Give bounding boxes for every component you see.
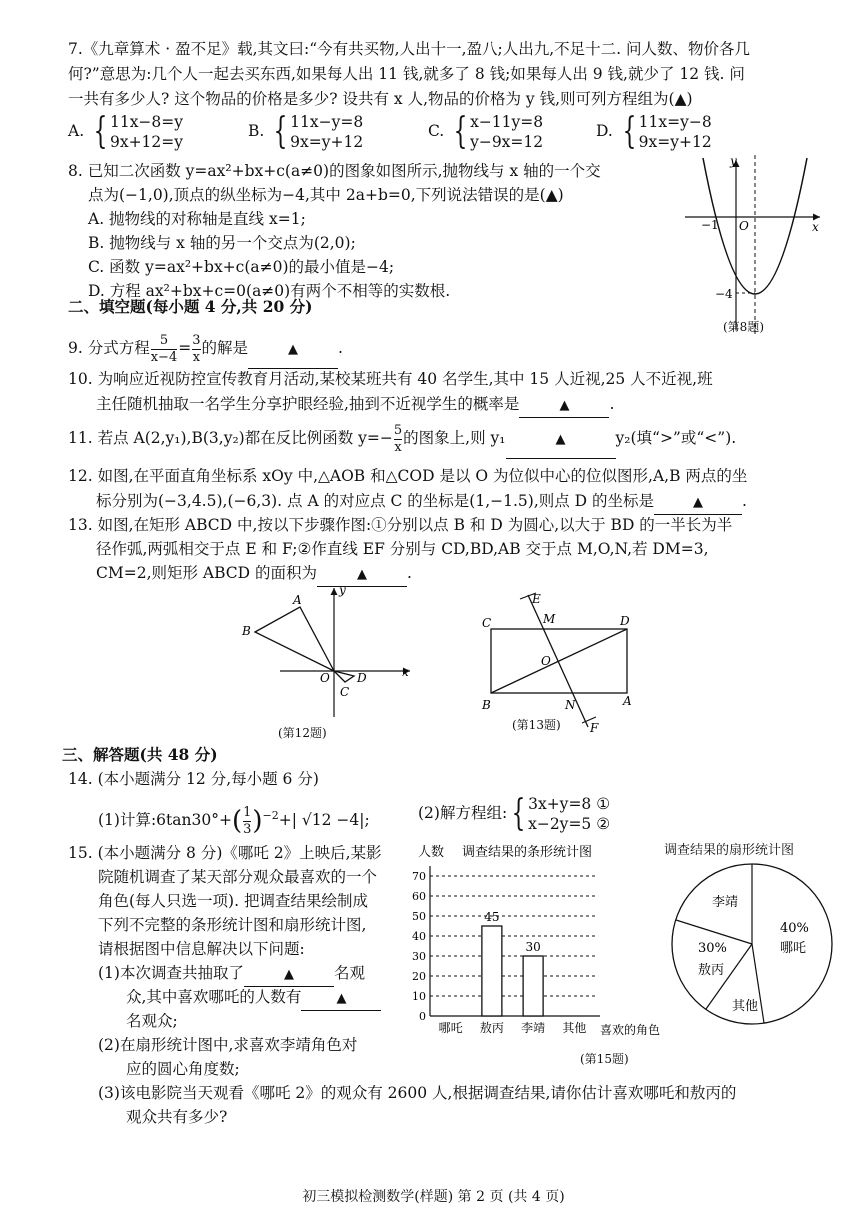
option-label: C. [428, 122, 445, 140]
answer-blank: ▲ [506, 422, 616, 459]
q15-sub2-b: 应的圆心角度数; [126, 1060, 240, 1078]
q8-line2: 点为(−1,0),顶点的纵坐标为−4,其中 2a+b=0,下列说法错误的是(▲) [88, 186, 564, 204]
bar-chart [410, 838, 675, 1053]
pie-pct-aobing: 30% [698, 941, 727, 956]
pie-label-nezha: 哪吒 [780, 941, 807, 956]
y-tick-label: 30 [412, 950, 426, 963]
x-tick-label: 李靖 [521, 1021, 546, 1035]
y-axis-title: 人数 [418, 845, 445, 860]
label-c: C [340, 685, 350, 699]
bar-value-label: 30 [525, 940, 541, 954]
equation: 11x−8=y [109, 113, 184, 131]
equation: 9x=y+12 [638, 133, 712, 151]
pie-label-aobing: 敖丙 [698, 963, 725, 978]
bar-chart-title: 调查结果的条形统计图 [462, 845, 593, 860]
q12-line1: 12. 如图,在平面直角坐标系 xOy 中,△AOB 和△COD 是以 O 为位似中心的位似图形,A,B 两点的坐 [68, 467, 748, 485]
q7-option-c [428, 112, 543, 152]
q15-sub1-c: 名观众; [126, 1012, 178, 1030]
label-y: y [730, 154, 737, 168]
y-tick-label: 60 [412, 890, 426, 903]
y-tick-label: 40 [412, 930, 426, 943]
q15-sub1-a: (1)本次调查共抽取了 ▲ 名观 [98, 962, 365, 987]
q15-line1: 15. (本小题满分 8 分)《哪吒 2》上映后,某影 [68, 844, 382, 862]
q13-caption: (第13题) [512, 718, 561, 732]
bar [523, 956, 543, 1016]
brace: { [511, 793, 526, 834]
label-d: D [357, 671, 367, 685]
q14-head: 14. (本小题满分 12 分,每小题 6 分) [68, 770, 319, 788]
equation: x−11y=8 [470, 113, 544, 131]
q9-text: 9. 分式方程 [68, 339, 150, 357]
fraction: $\frac{5}{x-4}$ [150, 332, 178, 365]
pie-pct-nezha: 40% [780, 921, 809, 936]
label-m: M [543, 612, 556, 626]
q14-part2: (2)解方程组: { 3x+y=8 ① x−2y=5 ② [418, 793, 611, 834]
q7-line3: 一共有多少人? 这个物品的价格是多少? 设共有 x 人,物品的价格为 y 钱,则可列方程组为(▲) [68, 90, 693, 108]
label-y: y [339, 583, 346, 597]
diagonal-bd [491, 629, 627, 693]
pie-chart [668, 860, 838, 1030]
q13-figure [470, 585, 650, 735]
label-neg4: −4 [715, 287, 733, 301]
pie-label-lijing: 李靖 [712, 895, 739, 910]
label-x: x [402, 665, 409, 679]
q15-sub3-b: 观众共有多少? [126, 1108, 228, 1126]
q14-part1: (1)计算:6tan30°+( $\frac{1}{3}$ )$^{-2}$+| √12 −4|; [98, 804, 370, 837]
label-n: N [565, 698, 576, 712]
label-e: E [532, 592, 541, 606]
answer-blank: ▲ [248, 332, 338, 369]
q13-line3: CM=2,则矩形 ABCD 的面积为 ▲ . [96, 562, 412, 587]
pie-label-other: 其他 [732, 999, 759, 1014]
bar-value-label: 45 [484, 910, 500, 924]
triangle-aob [255, 607, 334, 671]
q7-line1: 7.《九章算术 · 盈不足》载,其文曰:“今有共买物,人出十一,盈八;人出九,不足十二. 问人数、物价各几 [68, 40, 751, 58]
y-tick-label: 70 [412, 870, 426, 883]
y-tick-label: 10 [412, 990, 426, 1003]
q12-figure [230, 582, 420, 722]
answer-blank: ▲ [244, 964, 334, 987]
q15-sub2-a: (2)在扇形统计图中,求喜欢李靖角色对 [98, 1036, 358, 1054]
option-label: A. [68, 122, 85, 140]
label-o: O [320, 671, 330, 685]
q10-line1: 10. 为响应近视防控宣传教育月活动,某校某班共有 40 名学生,其中 15 人近视,25 人不近视,班 [68, 370, 713, 388]
q7-option-a [68, 112, 183, 152]
bar-chart-caption: (第15题) [580, 1052, 629, 1066]
label-a: A [293, 593, 302, 607]
fraction: $\frac{1}{3}$ [243, 804, 252, 837]
answer-blank: ▲ [654, 492, 742, 515]
brace: { [622, 111, 637, 152]
label-d: D [620, 614, 630, 628]
q8-caption: (第8题) [723, 320, 764, 334]
x-tick-label: 敖丙 [479, 1021, 504, 1035]
label-a: A [623, 694, 632, 708]
fraction: $\frac{5}{x}$ [393, 422, 403, 455]
label-neg1: −1 [701, 218, 719, 232]
label-o: O [739, 219, 749, 233]
q8-option-b: B. 抛物线与 x 轴的另一个交点为(2,0); [88, 234, 356, 252]
y-tick-label: 50 [412, 910, 426, 923]
line-ef [528, 595, 588, 727]
label-c: C [482, 616, 492, 630]
equation: 9x=y+12 [290, 133, 364, 151]
option-label: B. [248, 122, 265, 140]
equation: 9x+12=y [109, 133, 184, 151]
answer-blank: ▲ [301, 988, 381, 1011]
q12-line2: 标分别为(−3,4.5),(−6,3). 点 A 的对应点 C 的坐标是(1,−1.5),则点 D 的坐标是 ▲ . [96, 490, 747, 515]
pie-chart-title: 调查结果的扇形统计图 [664, 843, 795, 858]
option-label: D. [596, 122, 613, 140]
q8-option-d: D. 方程 ax²+bx+c=0(a≠0)有两个不相等的实数根. [88, 282, 451, 300]
answer-blank: ▲ [519, 395, 609, 418]
q15-line3: 角色(每人只选一项). 把调查结果绘制成 [98, 892, 368, 910]
y-tick-label: 20 [412, 970, 426, 983]
answer-blank: ▲ [317, 564, 407, 587]
q12-caption: (第12题) [278, 726, 327, 740]
label-b: B [242, 624, 251, 638]
equation: 11x−y=8 [290, 113, 364, 131]
x-axis-title: 喜欢的角色 [600, 1023, 661, 1037]
q8-option-c: C. 函数 y=ax²+bx+c(a≠0)的最小值是−4; [88, 258, 395, 276]
y-tick-label: 0 [419, 1010, 426, 1023]
label-b: B [482, 698, 491, 712]
q15-sub1-b: 众,其中喜欢哪吒的人数有 ▲ [126, 986, 381, 1011]
q15-line5: 请根据图中信息解决以下问题: [98, 940, 305, 958]
q13-line2: 径作弧,两弧相交于点 E 和 F;②作直线 EF 分别与 CD,BD,AB 交于点 M,O,N,若 DM=3, [96, 540, 709, 558]
q13-line1: 13. 如图,在矩形 ABCD 中,按以下步骤作图:①分别以点 B 和 D 为圆心,以大于 BD 的一半长为半 [68, 516, 733, 534]
x-tick-label: 其他 [562, 1021, 587, 1035]
bar [482, 926, 502, 1016]
q8-parabola-figure [675, 150, 835, 345]
section-fill-in-title: 二、填空题(每小题 4 分,共 20 分) [68, 297, 313, 316]
q7-option-d [596, 112, 712, 152]
q7-option-b [248, 112, 363, 152]
q15-sub3-a: (3)该电影院当天观看《哪吒 2》的观众有 2600 人,根据调查结果,请你估计喜欢哪吒和敖丙的 [98, 1084, 737, 1102]
section-answer-title: 三、解答题(共 48 分) [62, 745, 218, 764]
q15-line4: 下列不完整的条形统计图和扇形统计图, [98, 916, 367, 934]
q10-line2: 主任随机抽取一名学生分享护眼经验,抽到不近视学生的概率是 ▲ . [96, 393, 614, 418]
triangle-cod [334, 671, 354, 682]
x-tick-label: 哪吒 [438, 1021, 463, 1035]
label-o: O [541, 654, 551, 668]
label-x: x [812, 220, 819, 234]
brace: { [453, 111, 468, 152]
q9: 9. 分式方程 $\frac{5}{x-4}$ = $\frac{3}{x}$ 的解是 ▲ . [68, 330, 343, 369]
q8-line1: 8. 已知二次函数 y=ax²+bx+c(a≠0)的图象如图所示,抛物线与 x 轴的一个交 [68, 162, 601, 180]
q15-line2: 院随机调查了某天部分观众最喜欢的一个 [98, 868, 378, 886]
brace: { [93, 111, 108, 152]
fraction: $\frac{3}{x}$ [192, 332, 201, 365]
q11: 11. 若点 A(2,y₁),B(3,y₂)都在反比例函数 y=− $\frac{5}{x}$ 的图象上,则 y₁ ▲ y₂(填“>”或“<”). [68, 420, 736, 459]
equation: 11x=y−8 [638, 113, 712, 131]
label-f: F [590, 721, 599, 735]
q7-line2: 何?”意思为:几个人一起去买东西,如果每人出 11 钱,就多了 8 钱;如果每人出 9 钱,就少了 12 钱. 问 [68, 65, 745, 83]
brace: { [273, 111, 288, 152]
q8-option-a: A. 抛物线的对称轴是直线 x=1; [88, 210, 306, 228]
equation: y−9x=12 [470, 133, 544, 151]
page-footer: 初三模拟检测数学(样题) 第 2 页 (共 4 页) [302, 1189, 565, 1205]
